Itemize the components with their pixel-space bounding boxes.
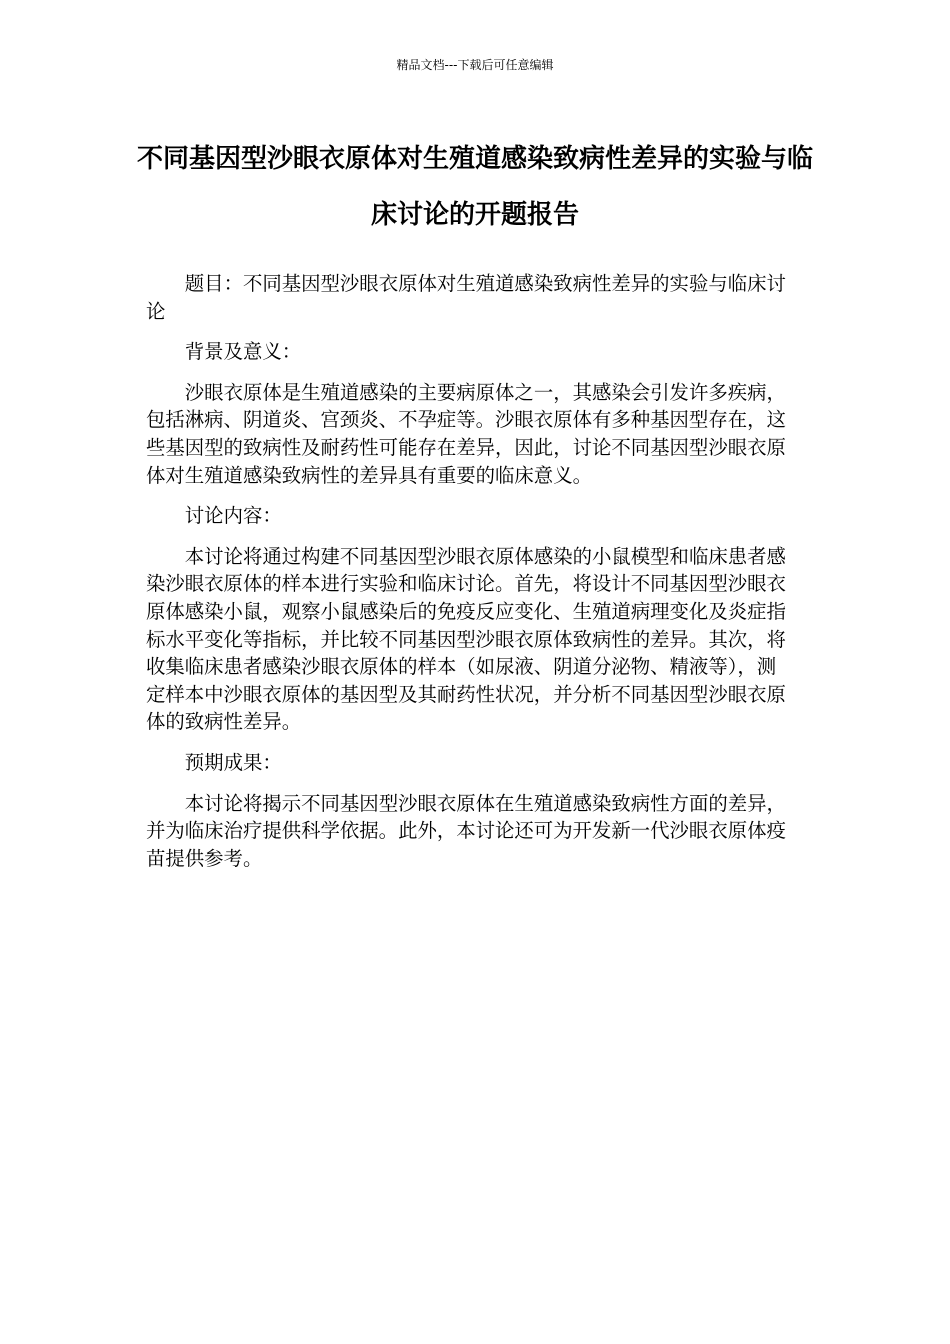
document-title: 不同基因型沙眼衣原体对生殖道感染致病性差异的实验与临床讨论的开题报告 [136,144,813,230]
paragraph-expected: 本讨论将揭示不同基因型沙眼衣原体在生殖道感染致病性方面的差异，并为临床治疗提供科学依据。此外，本讨论还可为开发新一代沙眼衣原体疫苗提供参考。 [146,791,786,870]
paragraph-topic: 题目：不同基因型沙眼衣原体对生殖道感染致病性差异的实验与临床讨论 [146,272,786,323]
paragraph-content: 本讨论将通过构建不同基因型沙眼衣原体感染的小鼠模型和临床患者感染沙眼衣原体的样本进行实验和临床讨论。首先，将设计不同基因型沙眼衣原体感染小鼠，观察小鼠感染后的免疫反应变化、生殖道病理变化及炎症指标水平变化等指标，并比较不同基因型沙眼衣原体致病性的差异。其次，将收集临床患者感染沙眼衣原体的样本（如尿液、阴道分泌物、精液等），测定样本中沙眼衣原体的基因型及其耐药性状况，并分析不同基因型沙眼衣原体的致病性差异。 [146,544,786,734]
heading-content: 讨论内容： [184,504,282,528]
heading-expected: 预期成果： [184,750,282,774]
heading-background: 背景及意义： [184,340,302,364]
paragraph-background: 沙眼衣原体是生殖道感染的主要病原体之一，其感染会引发许多疾病，包括淋病、阴道炎、宫颈炎、不孕症等。沙眼衣原体有多种基因型存在，这些基因型的致病性及耐药性可能存在差异，因此，讨论不同基因型沙眼衣原体对生殖道感染致病性的差异具有重要的临床意义。 [146,380,786,487]
document-body [146,270,792,885]
page-header: 精品文档---下载后可任意编辑 [396,58,554,72]
